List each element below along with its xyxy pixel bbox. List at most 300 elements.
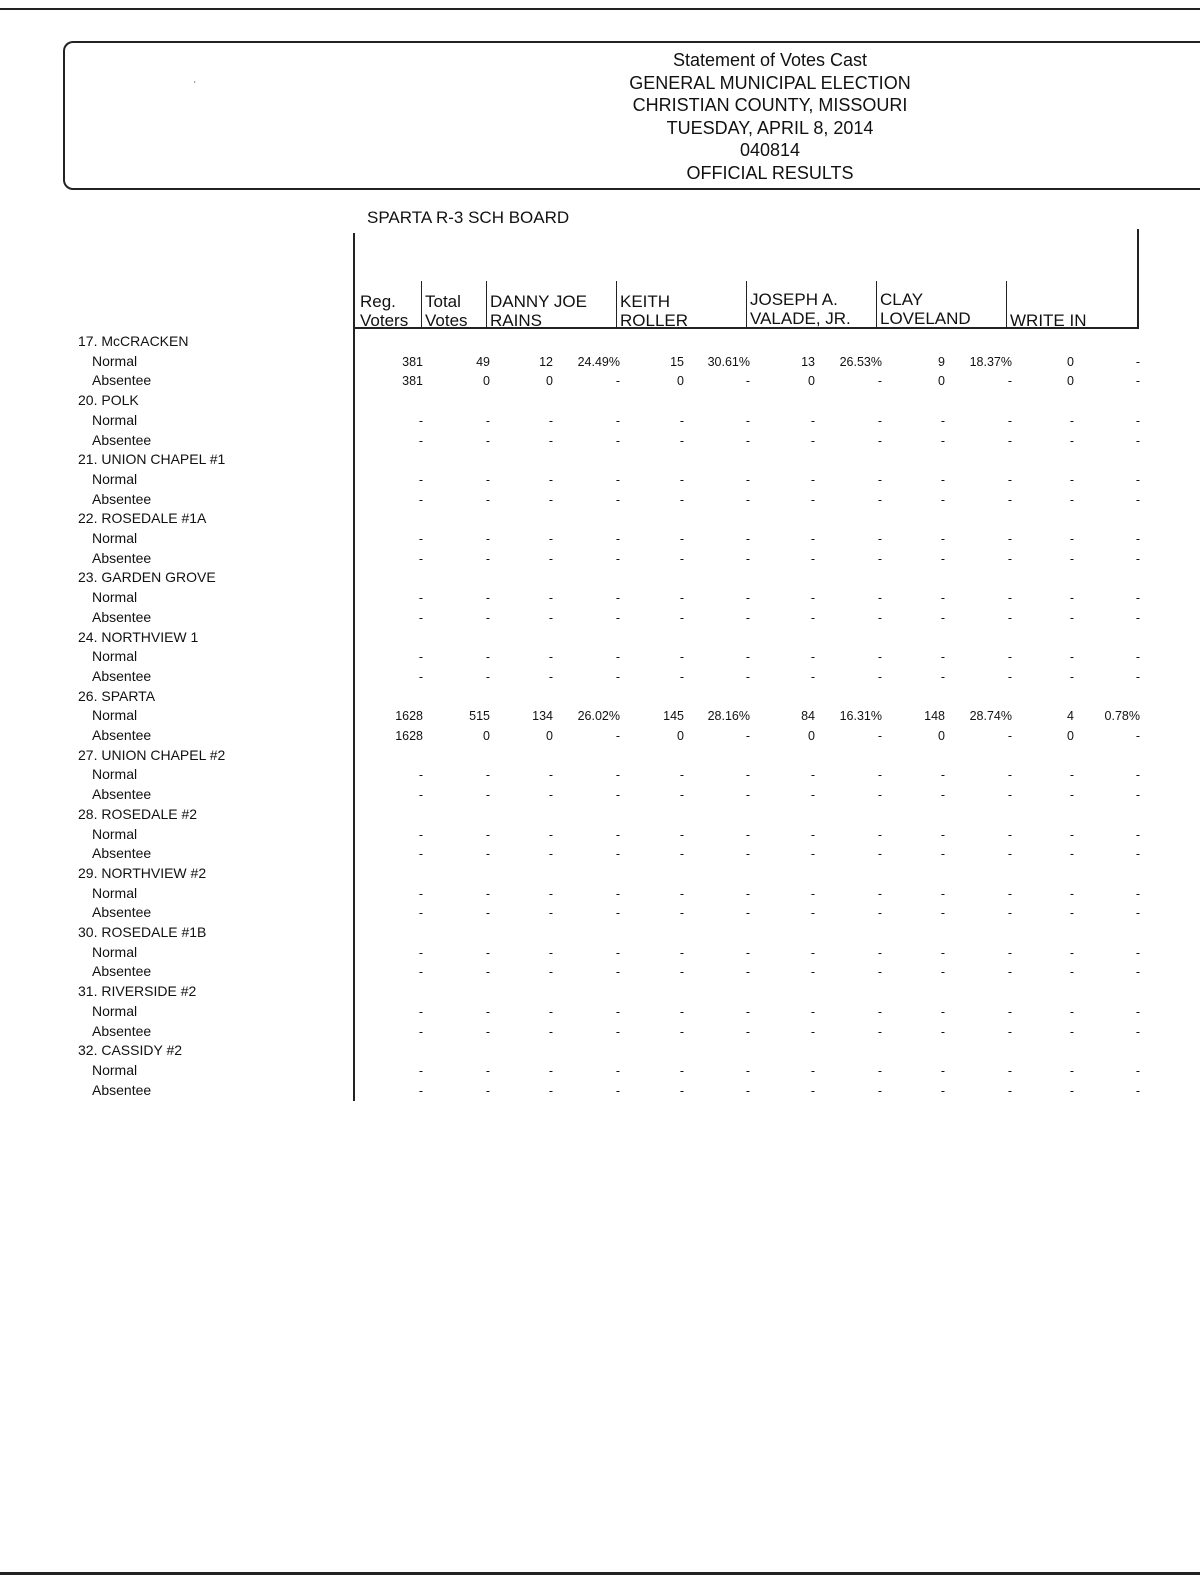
table-cell: 134: [532, 709, 553, 724]
vote-type-label: Absentee: [92, 372, 152, 389]
table-cell: -: [615, 906, 620, 921]
precinct-name: 30. ROSEDALE #1B: [78, 924, 207, 940]
table-cell: -: [679, 847, 684, 862]
table-cell: -: [548, 827, 553, 842]
table-cell: 1628: [395, 709, 423, 724]
table-row: [0, 786, 1200, 806]
table-cell: 28.16%: [707, 709, 750, 724]
table-cell: 26.53%: [839, 354, 882, 369]
table-cell: -: [1007, 768, 1012, 783]
table-cell: -: [940, 788, 945, 803]
table-cell: -: [877, 551, 882, 566]
table-cell: -: [1135, 492, 1140, 507]
table-cell: -: [548, 886, 553, 901]
table-cell: -: [877, 768, 882, 783]
table-cell: -: [418, 768, 423, 783]
vote-type-label: Absentee: [92, 1022, 152, 1039]
table-cell: -: [1135, 1024, 1140, 1039]
precinct-row: [0, 333, 1200, 353]
table-cell: -: [615, 965, 620, 980]
table-row: [0, 668, 1200, 688]
table-cell: -: [810, 413, 815, 428]
table-cell: -: [679, 591, 684, 606]
precinct-name: 21. UNION CHAPEL #1: [78, 451, 226, 468]
table-row: [0, 372, 1200, 392]
table-cell: -: [615, 1004, 620, 1019]
col-head-loveland: CLAY LOVELAND: [880, 290, 971, 328]
table-cell: -: [485, 906, 490, 921]
table-row: [0, 1062, 1200, 1082]
table-cell: -: [1135, 1004, 1140, 1019]
table-cell: -: [1007, 551, 1012, 566]
table-row: [0, 766, 1200, 786]
table-cell: 145: [663, 709, 684, 724]
table-cell: -: [877, 591, 882, 606]
table-cell: -: [679, 551, 684, 566]
table-cell: -: [745, 886, 750, 901]
table-cell: -: [615, 788, 620, 803]
table-cell: 0: [1067, 354, 1074, 369]
table-cell: -: [615, 669, 620, 684]
table-cell: -: [940, 827, 945, 842]
vote-type-label: Absentee: [92, 549, 152, 566]
table-cell: 148: [924, 709, 945, 724]
col-head-valade: JOSEPH A. VALADE, JR.: [750, 290, 851, 328]
table-cell: -: [418, 413, 423, 428]
table-cell: -: [548, 532, 553, 546]
scan-speck: ˌ: [193, 72, 197, 84]
table-cell: -: [877, 669, 882, 684]
table-cell: 0: [808, 729, 815, 743]
table-cell: -: [1007, 472, 1012, 487]
col-sep-writein: [1006, 281, 1007, 328]
table-cell: -: [548, 1024, 553, 1039]
table-cell: -: [548, 1083, 553, 1098]
precinct-row: [0, 569, 1200, 589]
precinct-row: [0, 983, 1200, 1003]
table-cell: -: [1007, 1024, 1012, 1039]
table-cell: -: [548, 492, 553, 507]
table-cell: -: [1007, 886, 1012, 901]
table-cell: -: [877, 906, 882, 921]
vote-type-label: Normal: [92, 1061, 138, 1078]
table-cell: -: [1069, 650, 1074, 665]
header-line-code: 040814: [739, 140, 801, 160]
table-row: [0, 432, 1200, 452]
table-cell: -: [877, 827, 882, 842]
table-cell: -: [1135, 551, 1140, 566]
table-cell: -: [940, 669, 945, 684]
precinct-row: [0, 629, 1200, 649]
table-cell: -: [418, 610, 423, 625]
table-cell: -: [1007, 945, 1012, 960]
table-cell: 15: [670, 354, 684, 369]
table-cell: -: [877, 1004, 882, 1019]
table-cell: -: [877, 965, 882, 980]
table-cell: -: [745, 413, 750, 428]
table-cell: -: [418, 788, 423, 803]
table-row: [0, 491, 1200, 511]
table-cell: -: [548, 1063, 553, 1078]
vote-type-label: Normal: [92, 1002, 138, 1019]
table-cell: -: [1069, 591, 1074, 606]
table-cell: -: [1135, 433, 1140, 448]
table-cell: -: [1135, 532, 1140, 546]
table-cell: -: [1069, 532, 1074, 546]
table-cell: -: [745, 532, 750, 546]
vote-type-label: Normal: [92, 470, 138, 487]
table-cell: -: [615, 729, 620, 743]
table-cell: -: [485, 669, 490, 684]
precinct-row: [0, 510, 1200, 530]
table-cell: -: [418, 886, 423, 901]
table-cell: 0: [1067, 374, 1074, 389]
table-cell: -: [745, 1004, 750, 1019]
table-cell: -: [548, 472, 553, 487]
table-cell: -: [679, 669, 684, 684]
table-cell: -: [1069, 886, 1074, 901]
table-cell: -: [548, 847, 553, 862]
table-cell: 4: [1067, 709, 1074, 724]
table-cell: -: [485, 965, 490, 980]
table-cell: -: [418, 906, 423, 921]
table-cell: -: [1069, 610, 1074, 625]
table-cell: -: [615, 1083, 620, 1098]
table-cell: -: [418, 433, 423, 448]
table-cell: -: [679, 827, 684, 842]
table-row: [0, 353, 1200, 373]
table-row: [0, 1082, 1200, 1102]
table-cell: -: [1007, 413, 1012, 428]
table-cell: -: [548, 433, 553, 448]
table-cell: -: [810, 610, 815, 625]
table-cell: -: [1069, 492, 1074, 507]
table-cell: -: [418, 965, 423, 980]
table-cell: -: [1135, 906, 1140, 921]
precinct-name: 29. NORTHVIEW #2: [78, 864, 207, 881]
table-cell: -: [810, 827, 815, 842]
table-cell: 0: [483, 729, 490, 743]
table-cell: -: [485, 1004, 490, 1019]
table-row: [0, 845, 1200, 865]
table-cell: -: [1007, 827, 1012, 842]
table-cell: -: [745, 906, 750, 921]
table-cell: -: [679, 886, 684, 901]
table-cell: -: [1069, 472, 1074, 487]
table-cell: -: [745, 965, 750, 980]
table-cell: -: [1007, 965, 1012, 980]
table-cell: -: [548, 669, 553, 684]
table-cell: -: [485, 591, 490, 606]
table-cell: -: [1007, 847, 1012, 862]
table-cell: 49: [476, 354, 490, 369]
table-cell: -: [1135, 788, 1140, 803]
table-cell: -: [877, 532, 882, 546]
vote-type-label: Normal: [92, 530, 138, 546]
table-cell: -: [485, 1063, 490, 1078]
table-cell: -: [1007, 374, 1012, 389]
table-right-rule: [1137, 229, 1139, 329]
precinct-row: [0, 747, 1200, 767]
table-cell: -: [1069, 965, 1074, 980]
table-cell: -: [810, 1083, 815, 1098]
table-cell: -: [745, 610, 750, 625]
table-row: [0, 904, 1200, 924]
table-cell: -: [810, 472, 815, 487]
table-cell: -: [877, 1083, 882, 1098]
table-cell: -: [1135, 1083, 1140, 1098]
table-cell: -: [615, 433, 620, 448]
table-cell: -: [615, 847, 620, 862]
precinct-row: [0, 1042, 1200, 1062]
table-cell: -: [810, 433, 815, 448]
precinct-name: 23. GARDEN GROVE: [78, 569, 216, 586]
precinct-row: [0, 806, 1200, 826]
table-cell: -: [485, 413, 490, 428]
table-row: [0, 727, 1200, 747]
table-cell: -: [1007, 610, 1012, 625]
table-cell: -: [485, 610, 490, 625]
col-head-total-votes: Total Votes: [425, 292, 468, 330]
table-cell: -: [1069, 1024, 1074, 1039]
vote-type-label: Normal: [92, 352, 138, 369]
precinct-name: 22. ROSEDALE #1A: [78, 510, 207, 527]
table-cell: -: [548, 413, 553, 428]
table-cell: -: [1007, 729, 1012, 743]
table-cell: -: [745, 788, 750, 803]
page-top-rule: [0, 8, 1200, 10]
table-cell: -: [810, 669, 815, 684]
table-cell: -: [418, 472, 423, 487]
table-cell: -: [940, 847, 945, 862]
table-cell: -: [548, 551, 553, 566]
table-cell: -: [615, 492, 620, 507]
table-cell: -: [548, 768, 553, 783]
table-cell: -: [1069, 788, 1074, 803]
table-cell: -: [615, 532, 620, 546]
table-cell: -: [548, 788, 553, 803]
table-cell: -: [940, 472, 945, 487]
table-cell: -: [1135, 886, 1140, 901]
col-head-reg-voters: Reg. Voters: [360, 292, 409, 330]
table-cell: -: [1135, 827, 1140, 842]
table-row: [0, 412, 1200, 432]
table-cell: -: [485, 1083, 490, 1098]
table-cell: -: [940, 492, 945, 507]
table-cell: -: [810, 1004, 815, 1019]
table-cell: -: [877, 1063, 882, 1078]
table-cell: -: [615, 591, 620, 606]
vote-type-label: Normal: [92, 411, 138, 428]
precinct-name: 24. NORTHVIEW 1: [78, 628, 199, 645]
table-cell: -: [1007, 1083, 1012, 1098]
table-cell: -: [485, 532, 490, 546]
table-cell: 1628: [395, 729, 423, 743]
table-cell: -: [1069, 669, 1074, 684]
table-cell: -: [1069, 827, 1074, 842]
table-cell: -: [810, 788, 815, 803]
table-cell: -: [615, 650, 620, 665]
table-cell: -: [940, 433, 945, 448]
table-cell: -: [679, 1024, 684, 1039]
table-cell: -: [485, 768, 490, 783]
table-cell: -: [418, 492, 423, 507]
table-cell: -: [877, 886, 882, 901]
vote-type-label: Normal: [92, 943, 138, 960]
table-cell: -: [418, 1063, 423, 1078]
table-cell: -: [1007, 650, 1012, 665]
table-cell: -: [615, 551, 620, 566]
col-head-rains: DANNY JOE RAINS: [490, 292, 587, 330]
table-cell: -: [485, 472, 490, 487]
table-cell: -: [679, 965, 684, 980]
table-cell: -: [485, 433, 490, 448]
table-row: [0, 471, 1200, 491]
col-sep-total: [421, 281, 422, 328]
table-cell: -: [1069, 847, 1074, 862]
table-cell: -: [810, 965, 815, 980]
table-cell: -: [745, 591, 750, 606]
table-cell: -: [485, 788, 490, 803]
precinct-row: [0, 392, 1200, 412]
table-cell: -: [810, 945, 815, 960]
vote-type-label: Normal: [92, 707, 138, 724]
table-cell: -: [810, 768, 815, 783]
table-cell: -: [877, 374, 882, 389]
table-cell: -: [485, 551, 490, 566]
table-cell: -: [615, 1063, 620, 1078]
table-cell: -: [418, 1004, 423, 1019]
header-line-date: TUESDAY, APRIL 8, 2014: [666, 117, 874, 138]
table-cell: 16.31%: [839, 709, 882, 724]
precinct-name: 32. CASSIDY #2: [78, 1042, 183, 1059]
table-cell: -: [745, 1083, 750, 1098]
table-cell: -: [679, 433, 684, 448]
table-cell: 0: [677, 729, 684, 743]
col-sep-loveland: [876, 281, 877, 328]
table-cell: -: [548, 1004, 553, 1019]
table-cell: -: [1135, 354, 1140, 369]
table-cell: -: [418, 551, 423, 566]
table-cell: -: [745, 945, 750, 960]
vote-type-label: Absentee: [92, 963, 152, 980]
table-cell: -: [485, 492, 490, 507]
table-cell: -: [1135, 945, 1140, 960]
table-cell: -: [745, 492, 750, 507]
table-cell: -: [940, 886, 945, 901]
table-cell: -: [679, 1083, 684, 1098]
table-cell: -: [485, 886, 490, 901]
vote-type-label: Normal: [92, 589, 138, 606]
precinct-name: 31. RIVERSIDE #2: [78, 983, 197, 1000]
table-cell: -: [1007, 532, 1012, 546]
table-cell: -: [418, 591, 423, 606]
table-cell: 381: [402, 374, 423, 389]
vote-type-label: Absentee: [92, 608, 152, 625]
precinct-name: 28. ROSEDALE #2: [78, 805, 198, 822]
table-cell: -: [615, 886, 620, 901]
vote-type-label: Absentee: [92, 667, 152, 684]
table-cell: -: [745, 1063, 750, 1078]
table-cell: 0: [677, 374, 684, 389]
table-cell: -: [1135, 413, 1140, 428]
table-cell: -: [745, 472, 750, 487]
table-cell: 26.02%: [577, 709, 620, 724]
header-line-title: Statement of Votes Cast: [672, 50, 868, 70]
precinct-name: 17. McCRACKEN: [78, 333, 189, 349]
table-cell: -: [877, 610, 882, 625]
table-cell: -: [679, 532, 684, 546]
table-cell: -: [485, 650, 490, 665]
vote-type-label: Absentee: [92, 431, 152, 448]
page-bottom-rule: [0, 1572, 1200, 1575]
table-cell: -: [940, 945, 945, 960]
table-cell: -: [1007, 1004, 1012, 1019]
table-cell: -: [1135, 650, 1140, 665]
table-cell: -: [615, 374, 620, 389]
table-cell: -: [877, 413, 882, 428]
report-header: [560, 49, 980, 184]
table-cell: -: [877, 788, 882, 803]
table-cell: -: [679, 906, 684, 921]
table-cell: -: [615, 945, 620, 960]
table-cell: -: [615, 827, 620, 842]
table-cell: -: [940, 610, 945, 625]
table-cell: -: [877, 433, 882, 448]
table-cell: -: [418, 650, 423, 665]
table-cell: -: [679, 492, 684, 507]
table-cell: -: [1007, 492, 1012, 507]
vote-type-label: Absentee: [92, 845, 152, 862]
table-cell: -: [940, 906, 945, 921]
table-cell: 18.37%: [969, 354, 1012, 369]
table-cell: 0: [808, 374, 815, 389]
table-cell: -: [810, 906, 815, 921]
table-cell: -: [1069, 906, 1074, 921]
table-cell: -: [1007, 906, 1012, 921]
table-cell: -: [745, 374, 750, 389]
table-cell: -: [940, 650, 945, 665]
table-cell: -: [810, 1024, 815, 1039]
table-cell: 0: [546, 374, 553, 389]
table-row: [0, 826, 1200, 846]
header-line-county: CHRISTIAN COUNTY, MISSOURI: [632, 95, 908, 115]
table-cell: -: [548, 650, 553, 665]
table-cell: -: [1007, 433, 1012, 448]
table-row: [0, 944, 1200, 964]
table-cell: -: [745, 669, 750, 684]
table-cell: 381: [402, 354, 423, 369]
table-cell: -: [1069, 433, 1074, 448]
precinct-name: 27. UNION CHAPEL #2: [78, 746, 226, 763]
table-cell: 9: [938, 354, 945, 369]
table-cell: -: [418, 669, 423, 684]
vote-type-label: Normal: [92, 766, 138, 783]
table-cell: -: [679, 788, 684, 803]
table-cell: 0: [938, 374, 945, 389]
table-cell: -: [548, 945, 553, 960]
table-cell: -: [1069, 413, 1074, 428]
table-cell: -: [810, 551, 815, 566]
table-cell: -: [1135, 669, 1140, 684]
table-cell: -: [810, 532, 815, 546]
table-cell: -: [679, 1004, 684, 1019]
table-cell: -: [877, 729, 882, 743]
table-cell: -: [940, 532, 945, 546]
table-cell: -: [877, 650, 882, 665]
table-cell: -: [1007, 1063, 1012, 1078]
table-cell: -: [1135, 472, 1140, 487]
